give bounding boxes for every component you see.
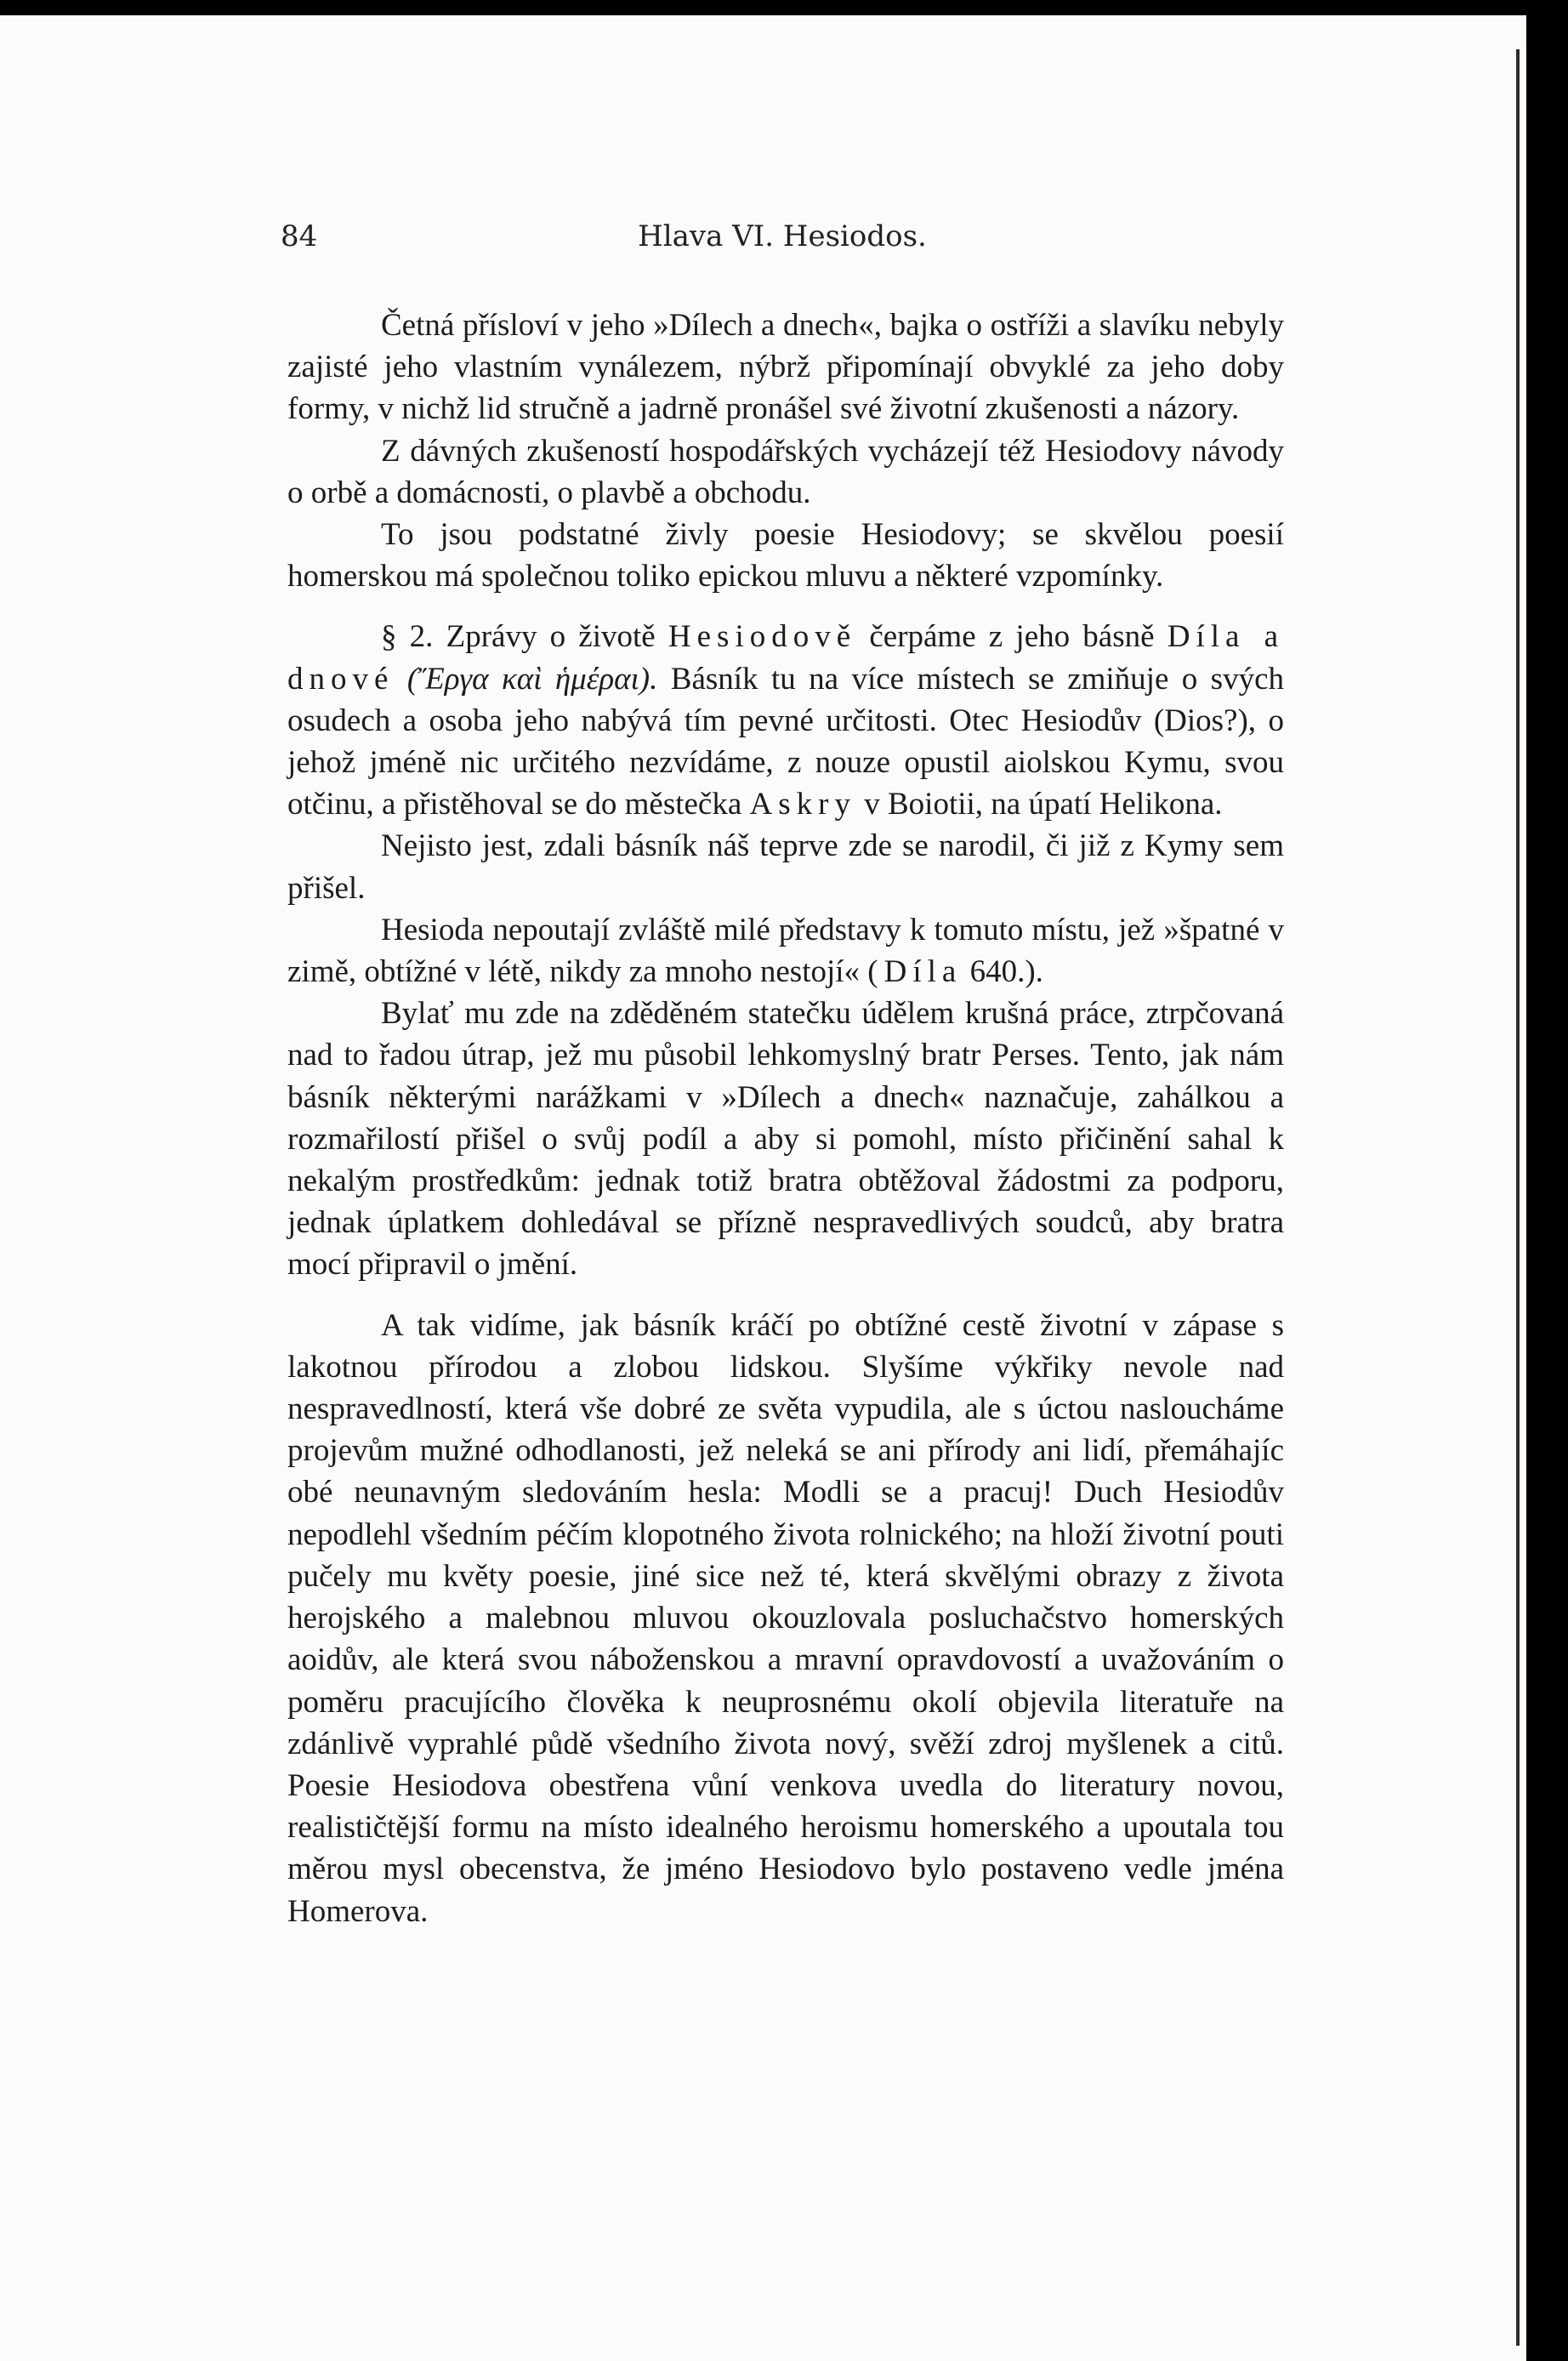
p6-pre: Hesioda nepoutají zvláště milé představy k tomuto místu, jež »špatné v zimě, obtížné v létě, nikdy za mnoho nestojí« (287, 912, 1284, 990)
p6-spaced: (Díla (867, 954, 963, 990)
p4-mid: čerpáme z jeho básně (869, 619, 1155, 655)
p4-post: Básník tu na více místech se zmiňuje o svých osudech a osoba jeho nabývá tím pevné určitosti. Otec Hesiodův (Dios?), o jehož jméně nic určitého nezvídáme, z nouze opustil aiolskou Kymu, svou otčinu, a přistěhoval se do městečka (287, 661, 1285, 822)
p4-spaced-dila: Díla a dnové (287, 619, 1285, 697)
p4-pre: § 2. Zprávy o životě (381, 619, 656, 655)
paragraph-4 (287, 616, 1284, 825)
main-text (287, 304, 1284, 1932)
paragraph-1: Četná přísloví v jeho »Dílech a dnech«, bajka o ostříži a slavíku nebyly zajisté jeho vlastním vynálezem, nýbrž připomínají obvyklé za jeho doby formy, v nichž lid stručně a jadrně pronášel své životní zkušenosti a názory. (287, 308, 1284, 427)
paragraph-2: Z dávných zkušeností hospodářských vycházejí též Hesiodovy návody o orbě a domácnosti, o plavbě a obchodu. (287, 433, 1284, 510)
paragraph-3: To jsou podstatné živly poesie Hesiodovy; se skvělou poesií homerskou má společnou toliko epickou mluvu a některé vzpomínky. (287, 517, 1284, 595)
page-edge-shadow (1516, 49, 1520, 2346)
p6-post: 640.). (969, 954, 1043, 990)
p4-spaced-askry: Askry (749, 787, 856, 822)
p4-greek-title: (Ἔργα καὶ ἡμέραι). (406, 661, 658, 697)
running-header (281, 219, 1284, 262)
page-number: 84 (281, 219, 318, 253)
book-page (0, 15, 1526, 2361)
p4-spaced-hesiodove: Hesiodově (668, 619, 857, 655)
p4-end: v Boiotii, na úpatí Helikona. (864, 787, 1223, 822)
paragraph-6 (287, 909, 1284, 993)
paragraph-8: A tak vidíme, jak básník kráčí po obtížné cestě životní v zápase s lakotnou přírodou a zlobou lidskou. Slyšíme výkřiky nevole nad nespravedlností, která vše dobré ze světa vypudila, ale s úctou nasloucháme projevům mužné odhodlanosti, jež neleká se ani přírody ani lidí, přemáhajíc obé neunavným sledováním hesla: Modli se a pracuj! Duch Hesiodův nepodlehl všedním péčím klopotného života rolnického; na hloží životní pouti pučely mu květy poesie, jiné sice než té, která skvělými obrazy z života herojského a malebnou mluvou okouzlovala posluchačstvo homerských aoidův, ale která svou náboženskou a mravní opravdovostí a uvažováním o poměru pracujícího člověka k neuprosnému okolí objevila literatuře na zdánlivě vyprahlé půdě všedního života nový, svěží zdroj myšlenek a citů. Poesie Hesiodova obestřena vůní venkova uvedla do literatury novou, realističtější formu na místo idealného heroismu homerského a upoutala tou měrou mysl obecenstva, že jméno Hesiodovo bylo postaveno vedle jména Homerova. (287, 1307, 1284, 1929)
chapter-title: Hlava VI. Hesiodos. (638, 219, 927, 253)
paragraph-7: Bylať mu zde na zděděném statečku údělem krušná práce, ztrpčovaná nad to řadou útrap, jež mu působil lehkomyslný bratr Perses. Tento, jak nám básník některými narážkami v »Dílech a dnech« naznačuje, zahálkou a rozmařilostí přišel o svůj podíl a aby si pomohl, místo přičinění sahal k nekalým prostředkům: jednak totiž bratra obtěžoval žádostmi za podporu, jednak úplatkem dohledával se přízně nespravedlivých soudců, aby bratra mocí připravil o jmění. (287, 996, 1284, 1283)
paragraph-5: Nejisto jest, zdali básník náš teprve zde se narodil, či již z Kymy sem přišel. (287, 828, 1284, 906)
